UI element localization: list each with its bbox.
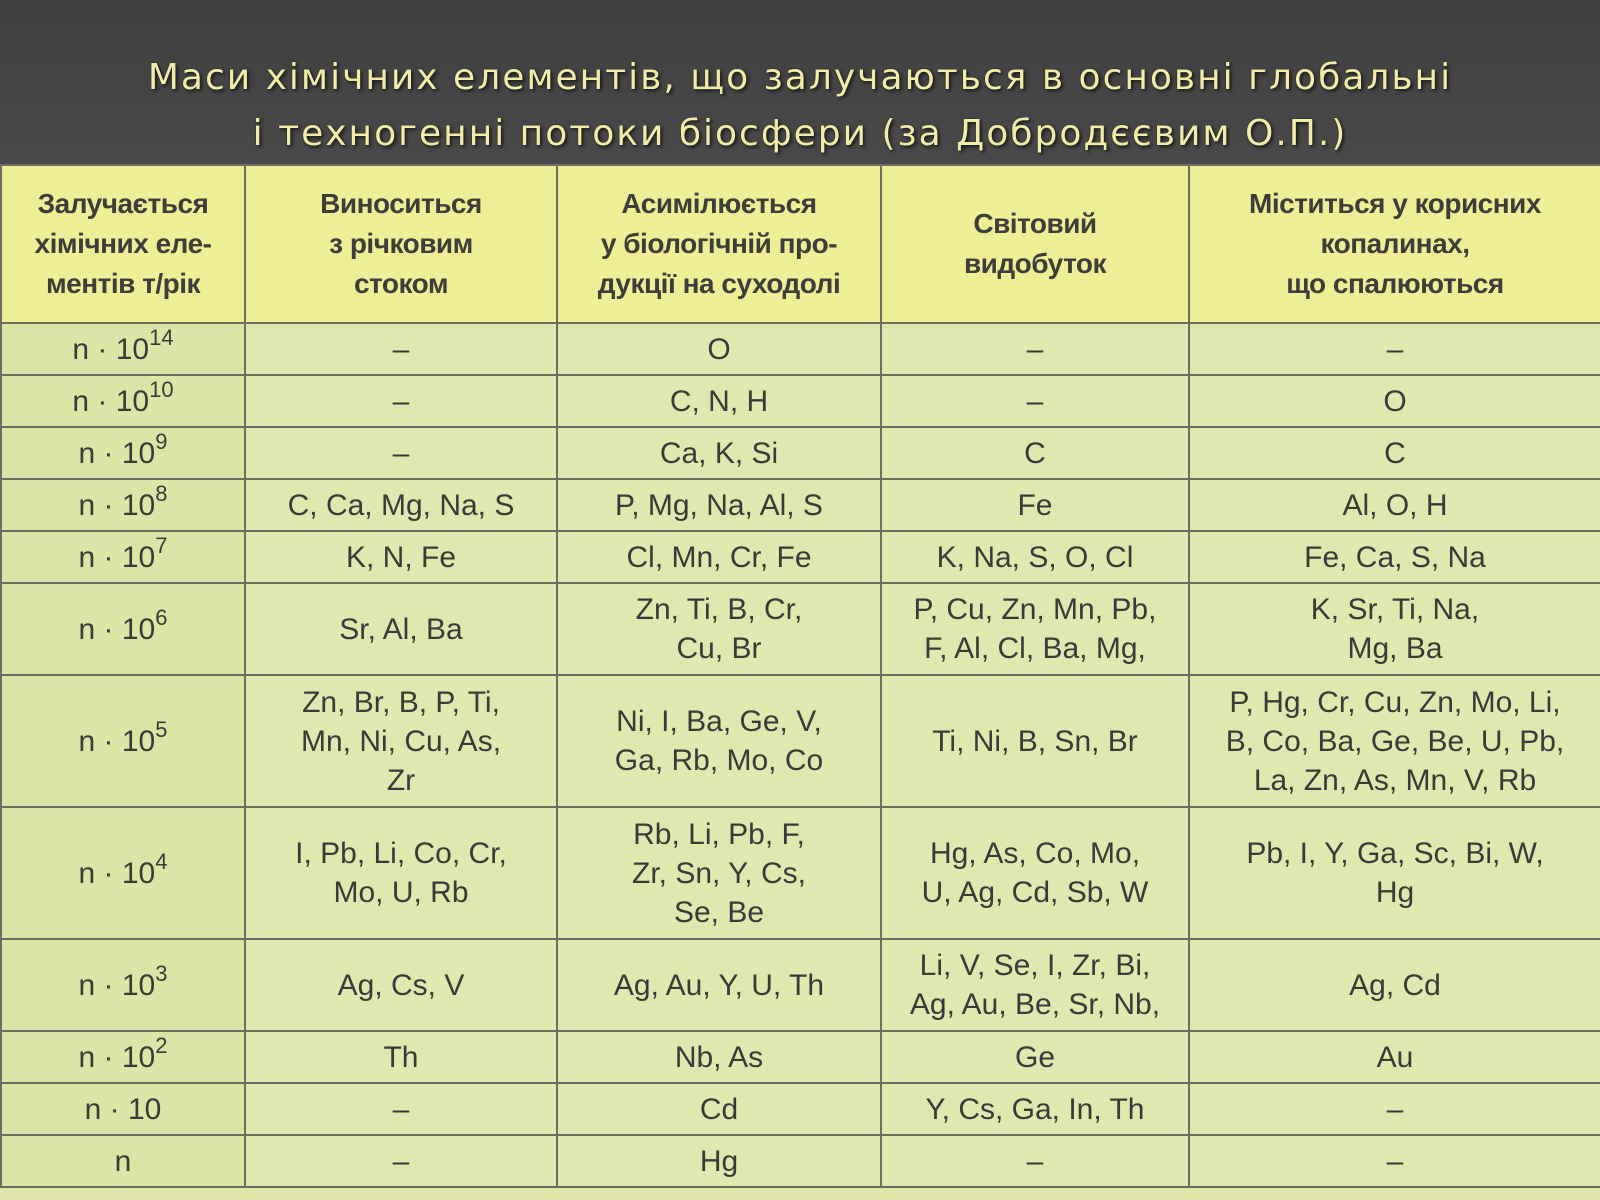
table-row bbox=[1, 323, 1600, 375]
magnitude-base: n · 10 bbox=[78, 488, 156, 522]
cell-line: Hg, As, Co, Mo, bbox=[929, 837, 1141, 870]
cell-line: Zn, Ti, B, Cr, bbox=[635, 593, 803, 626]
cell-line: – bbox=[1386, 1144, 1404, 1178]
magnitude-cell bbox=[1, 675, 245, 807]
table-cell bbox=[1189, 675, 1600, 807]
magnitude-exponent: 2 bbox=[155, 1032, 168, 1058]
cell-line: O bbox=[1383, 384, 1407, 418]
cell-line: – bbox=[392, 384, 410, 418]
table-cell bbox=[881, 323, 1189, 375]
header-line: Залучається bbox=[37, 188, 209, 219]
table-row bbox=[1, 1083, 1600, 1135]
cell-line: – bbox=[392, 332, 410, 366]
magnitude-base: n bbox=[114, 1144, 132, 1178]
table-cell bbox=[557, 323, 881, 375]
cell-line: Mo, U, Rb bbox=[333, 876, 469, 909]
table-cell bbox=[557, 427, 881, 479]
cell-line: Ca, K, Si bbox=[659, 436, 779, 470]
table-cell bbox=[881, 1083, 1189, 1135]
cell-line: Cl, Mn, Cr, Fe bbox=[626, 540, 812, 574]
cell-line: Cu, Br bbox=[676, 632, 762, 665]
cell-line: – bbox=[1026, 1144, 1044, 1178]
table-cell bbox=[881, 427, 1189, 479]
cell-line: Ag, Cs, V bbox=[337, 968, 465, 1002]
magnitude-exponent: 5 bbox=[155, 716, 168, 742]
magnitude-cell bbox=[1, 1135, 245, 1187]
table-cell bbox=[881, 583, 1189, 675]
header-line: Асимілюється bbox=[621, 188, 817, 219]
table-cell bbox=[557, 479, 881, 531]
table-row bbox=[1, 1135, 1600, 1187]
cell-line: Hg bbox=[699, 1144, 739, 1178]
cell-line: – bbox=[392, 436, 410, 470]
cell-line: Nb, As bbox=[674, 1040, 764, 1074]
header-line: Виноситься bbox=[320, 188, 482, 219]
table-header-row bbox=[1, 165, 1600, 323]
header-line: хімічних еле- bbox=[34, 228, 212, 259]
magnitude-base: n · 10 bbox=[84, 1092, 162, 1126]
magnitude-base: n · 10 bbox=[78, 1040, 156, 1074]
table-cell bbox=[245, 939, 557, 1031]
magnitude-base: n · 10 bbox=[78, 724, 156, 758]
magnitude-cell bbox=[1, 479, 245, 531]
cell-line: Au bbox=[1376, 1040, 1414, 1074]
table-row bbox=[1, 807, 1600, 939]
table-cell bbox=[557, 675, 881, 807]
cell-line: C, N, H bbox=[669, 384, 769, 418]
table-row bbox=[1, 583, 1600, 675]
table-row bbox=[1, 939, 1600, 1031]
cell-line: Li, V, Se, I, Zr, Bi, bbox=[919, 949, 1151, 982]
magnitude-base: n · 10 bbox=[72, 332, 150, 366]
header-line: з річковим bbox=[329, 228, 473, 259]
cell-line: B, Co, Ba, Ge, Be, U, Pb, bbox=[1225, 724, 1565, 758]
column-header-3 bbox=[881, 165, 1189, 323]
cell-line: Fe bbox=[1017, 488, 1053, 522]
table-cell bbox=[245, 375, 557, 427]
table-cell bbox=[1189, 427, 1600, 479]
cell-line: K, Na, S, O, Cl bbox=[936, 540, 1134, 574]
table-body bbox=[1, 323, 1600, 1187]
cell-line: Al, O, H bbox=[1342, 488, 1448, 522]
cell-line: Ag, Au, Be, Sr, Nb, bbox=[909, 988, 1161, 1021]
magnitude-cell bbox=[1, 1083, 245, 1135]
cell-line: Hg bbox=[1375, 876, 1415, 909]
cell-line: Se, Be bbox=[673, 895, 765, 929]
magnitude-exponent: 14 bbox=[149, 324, 174, 350]
magnitude-cell bbox=[1, 583, 245, 675]
magnitude-cell bbox=[1, 807, 245, 939]
table-cell bbox=[881, 807, 1189, 939]
cell-line: Ag, Au, Y, U, Th bbox=[613, 968, 825, 1002]
magnitude-exponent: 4 bbox=[155, 848, 168, 874]
column-header-0 bbox=[1, 165, 245, 323]
magnitude-cell bbox=[1, 427, 245, 479]
cell-line: P, Cu, Zn, Mn, Pb, bbox=[913, 593, 1157, 626]
table-row bbox=[1, 1031, 1600, 1083]
table-cell bbox=[881, 531, 1189, 583]
magnitude-exponent: 8 bbox=[155, 480, 168, 506]
header-line: що спалюються bbox=[1286, 268, 1504, 299]
cell-line: Fe, Ca, S, Na bbox=[1304, 540, 1486, 574]
table-row bbox=[1, 375, 1600, 427]
cell-line: Zr, Sn, Y, Cs, bbox=[632, 856, 806, 890]
magnitude-base: n · 10 bbox=[78, 856, 156, 890]
table-cell bbox=[881, 1031, 1189, 1083]
table-cell bbox=[557, 583, 881, 675]
cell-line: C, Ca, Mg, Na, S bbox=[287, 488, 515, 522]
magnitude-base: n · 10 bbox=[78, 540, 156, 574]
header-line: дукції на суходолі bbox=[597, 268, 841, 299]
cell-line: C bbox=[1024, 436, 1046, 470]
magnitude-exponent: 6 bbox=[155, 604, 168, 630]
slide-title bbox=[0, 50, 1600, 162]
table-cell bbox=[881, 1135, 1189, 1187]
table-cell bbox=[245, 1031, 557, 1083]
cell-line: P, Hg, Cr, Cu, Zn, Mo, Li, bbox=[1229, 685, 1561, 719]
cell-line: Ti, Ni, B, Sn, Br bbox=[932, 724, 1138, 758]
table-cell bbox=[557, 1135, 881, 1187]
table-cell bbox=[881, 375, 1189, 427]
magnitude-base: n · 10 bbox=[78, 436, 156, 470]
header-line: копалинах, bbox=[1320, 228, 1470, 259]
cell-line: – bbox=[1386, 1092, 1404, 1126]
magnitude-cell bbox=[1, 323, 245, 375]
header-line: стоком bbox=[353, 268, 449, 299]
magnitude-base: n · 10 bbox=[72, 384, 150, 418]
cell-line: La, Zn, As, Mn, V, Rb bbox=[1253, 763, 1537, 797]
header-line: ментів т/рік bbox=[45, 268, 201, 299]
table-cell bbox=[557, 1083, 881, 1135]
cell-line: – bbox=[392, 1092, 410, 1126]
cell-line: – bbox=[392, 1144, 410, 1178]
table-cell bbox=[245, 427, 557, 479]
table-row bbox=[1, 531, 1600, 583]
cell-line: C bbox=[1384, 436, 1406, 470]
cell-line: Rb, Li, Pb, F, bbox=[633, 817, 805, 851]
column-header-2 bbox=[557, 165, 881, 323]
magnitude-exponent: 3 bbox=[155, 960, 168, 986]
cell-line: Pb, I, Y, Ga, Sc, Bi, W, bbox=[1246, 837, 1544, 870]
cell-line: Ni, I, Ba, Ge, V, bbox=[616, 705, 822, 738]
table-row bbox=[1, 675, 1600, 807]
magnitude-exponent: 10 bbox=[149, 376, 174, 402]
cell-line: K, N, Fe bbox=[345, 540, 457, 574]
magnitude-base: n · 10 bbox=[78, 968, 156, 1002]
magnitude-cell bbox=[1, 531, 245, 583]
table-cell bbox=[245, 531, 557, 583]
cell-line: Ge bbox=[1014, 1040, 1056, 1074]
table-cell bbox=[1189, 583, 1600, 675]
magnitude-cell bbox=[1, 1031, 245, 1083]
cell-line: Th bbox=[383, 1040, 419, 1074]
cell-line: P, Mg, Na, Al, S bbox=[615, 488, 823, 522]
magnitude-exponent: 9 bbox=[155, 428, 168, 454]
table-cell bbox=[1189, 1083, 1600, 1135]
cell-line: Ag, Cd bbox=[1349, 968, 1441, 1002]
cell-line: U, Ag, Cd, Sb, W bbox=[921, 876, 1149, 909]
header-line: у біологічній про- bbox=[600, 228, 838, 259]
title-line-1: Маси хімічних елементів, що залучаються в основні глобальні bbox=[147, 57, 1453, 98]
column-header-4 bbox=[1189, 165, 1600, 323]
cell-line: – bbox=[1026, 332, 1044, 366]
table-cell bbox=[557, 939, 881, 1031]
table-cell bbox=[245, 1135, 557, 1187]
magnitude-base: n · 10 bbox=[78, 612, 156, 646]
table-cell bbox=[1189, 479, 1600, 531]
table-cell bbox=[557, 1031, 881, 1083]
table-cell bbox=[245, 807, 557, 939]
cell-line: Ga, Rb, Mo, Co bbox=[614, 744, 824, 777]
elements-table bbox=[0, 164, 1600, 1188]
title-line-2: і техногенні потоки біосфери (за Добродєєвим О.П.) bbox=[252, 113, 1348, 154]
cell-line: O bbox=[707, 332, 731, 366]
table-container bbox=[0, 164, 1600, 1200]
cell-line: – bbox=[1386, 332, 1404, 366]
table-cell bbox=[1189, 531, 1600, 583]
cell-line: Mn, Ni, Cu, As, bbox=[300, 724, 502, 758]
table-cell bbox=[881, 479, 1189, 531]
magnitude-cell bbox=[1, 939, 245, 1031]
cell-line: Cd bbox=[699, 1092, 739, 1126]
header-line: Міститься у корисних bbox=[1249, 188, 1541, 219]
table-cell bbox=[245, 323, 557, 375]
cell-line: Zr bbox=[386, 763, 416, 797]
table-cell bbox=[1189, 375, 1600, 427]
magnitude-exponent: 7 bbox=[155, 532, 168, 558]
table-row bbox=[1, 479, 1600, 531]
table-cell bbox=[1189, 939, 1600, 1031]
magnitude-cell bbox=[1, 375, 245, 427]
cell-line: Zn, Br, B, P, Ti, bbox=[302, 685, 500, 719]
table-cell bbox=[1189, 1135, 1600, 1187]
table-cell bbox=[1189, 323, 1600, 375]
cell-line: Mg, Ba bbox=[1347, 632, 1443, 665]
table-cell bbox=[1189, 1031, 1600, 1083]
column-header-1 bbox=[245, 165, 557, 323]
cell-line: K, Sr, Ti, Na, bbox=[1310, 593, 1480, 626]
cell-line: I, Pb, Li, Co, Cr, bbox=[295, 837, 507, 870]
table-cell bbox=[245, 479, 557, 531]
table-cell bbox=[245, 583, 557, 675]
table-cell bbox=[557, 531, 881, 583]
table-cell bbox=[1189, 807, 1600, 939]
table-cell bbox=[557, 375, 881, 427]
header-line: видобуток bbox=[963, 248, 1107, 279]
cell-line: – bbox=[1026, 384, 1044, 418]
table-cell bbox=[881, 675, 1189, 807]
header-line: Світовий bbox=[973, 208, 1097, 239]
cell-line: F, Al, Cl, Ba, Mg, bbox=[924, 632, 1146, 665]
table-cell bbox=[557, 807, 881, 939]
table-row bbox=[1, 427, 1600, 479]
table-cell bbox=[245, 1083, 557, 1135]
cell-line: Sr, Al, Ba bbox=[339, 612, 463, 646]
cell-line: Y, Cs, Ga, In, Th bbox=[925, 1092, 1145, 1126]
table-cell bbox=[245, 675, 557, 807]
table-cell bbox=[881, 939, 1189, 1031]
